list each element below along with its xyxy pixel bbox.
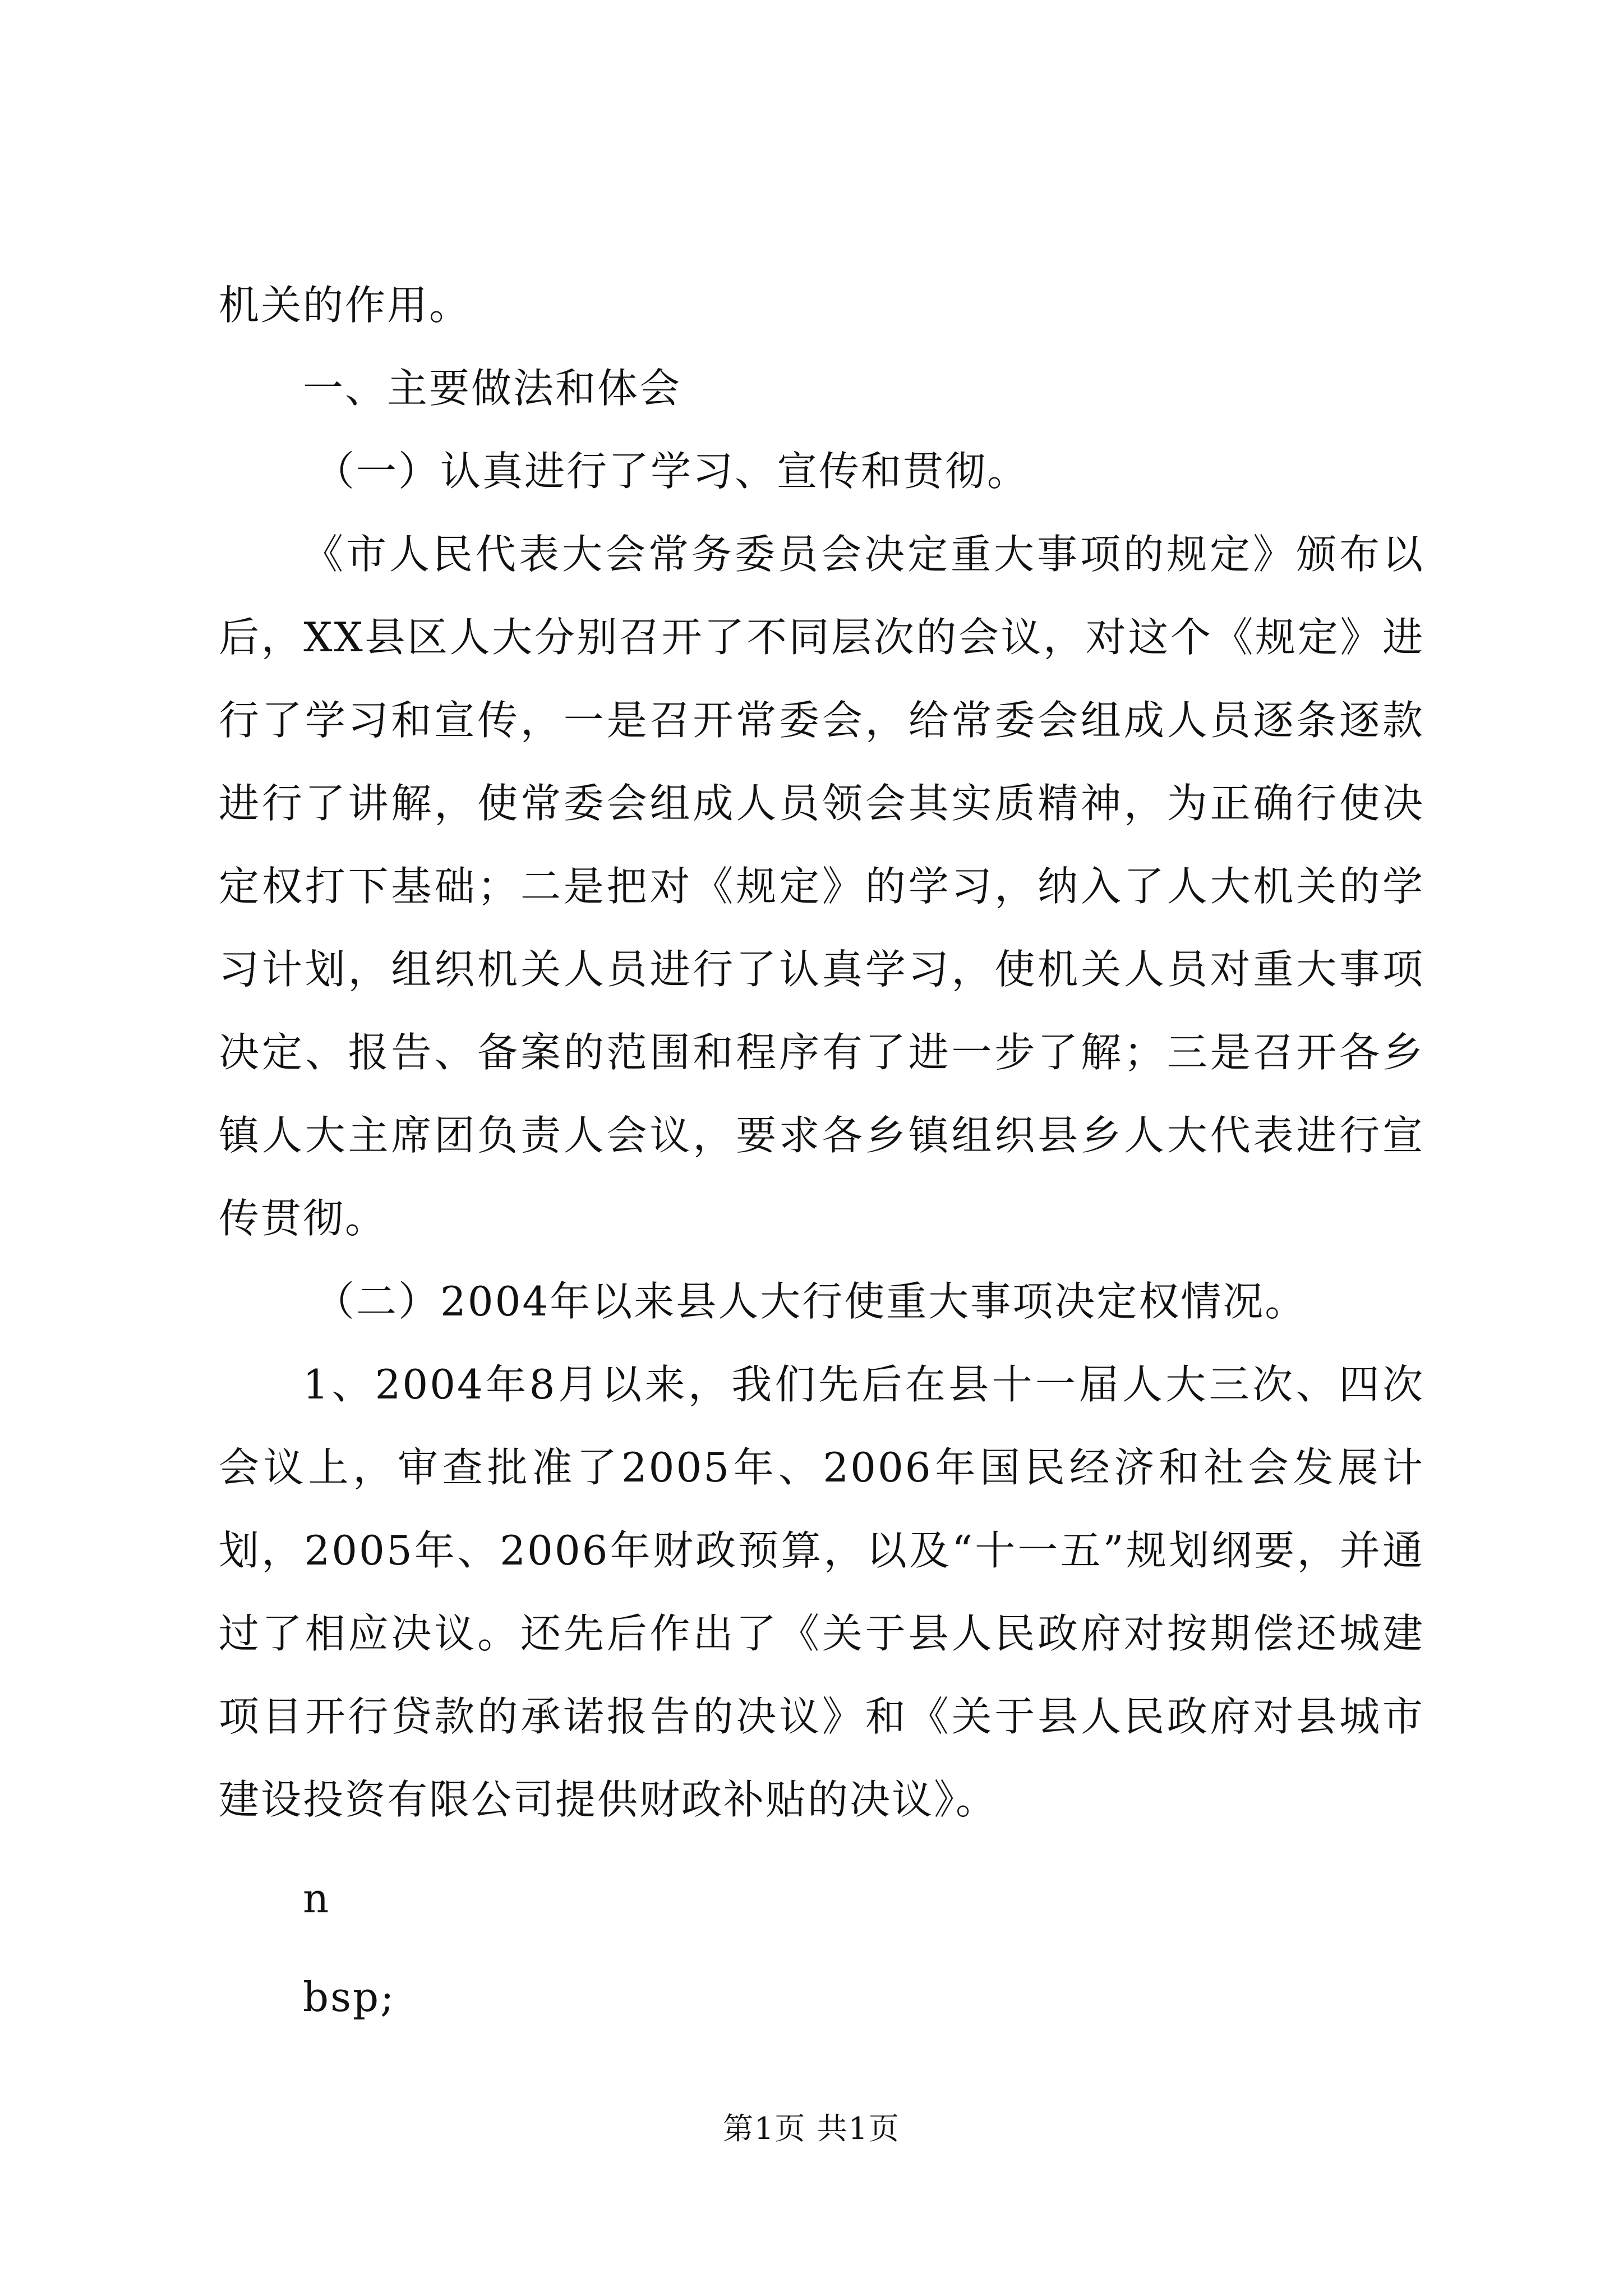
- paragraph-decisions-2004: 1、2004年8月以来，我们先后在县十一届人大三次、四次会议上，审查批准了2005年、2006年国民经济和社会发展计划，2005年、2006年财政预算，以及“十一五”规划纲要，并通过了相应决议。还先后作出了《关于县人民政府对按期偿还城建项目开行贷款的承诺报告的决议》和《关于县人民政府对县城市建设投资有限公司提供财政补贴的决议》。: [219, 1361, 1424, 1823]
- document-body: [219, 264, 1424, 2039]
- paragraph-study-publicity: 《市人民代表大会常务委员会决定重大事项的规定》颁布以后，XX县区人大分别召开了不同层次的会议，对这个《规定》进行了学习和宣传，一是召开常委会，给常委会组成人员逐条逐款进行了讲解，使常委会组成人员领会其实质精神，为正确行使决定权打下基础；二是把对《规定》的学习，纳入了人大机关的学习计划，组织机关人员进行了认真学习，使机关人员对重大事项决定、报告、备案的范围和程序有了进一步了解；三是召开各乡镇人大主席团负责人会议，要求各乡镇组织县乡人大代表进行宣传贯彻。: [219, 531, 1424, 1242]
- stray-text-n: n: [303, 1875, 331, 1922]
- section-heading-main-practices: 一、主要做法和体会: [303, 365, 682, 412]
- paragraph-continuation: 机关的作用。: [219, 282, 472, 329]
- subsection-heading-1: （一）认真进行了学习、宣传和贯彻。: [314, 448, 1030, 495]
- subsection-heading-2: （二）2004年以来县人大行使重大事项决定权情况。: [314, 1278, 1307, 1325]
- stray-text-bsp: bsp;: [303, 1973, 396, 2021]
- page-footer: 第1页 共1页: [723, 2111, 900, 2146]
